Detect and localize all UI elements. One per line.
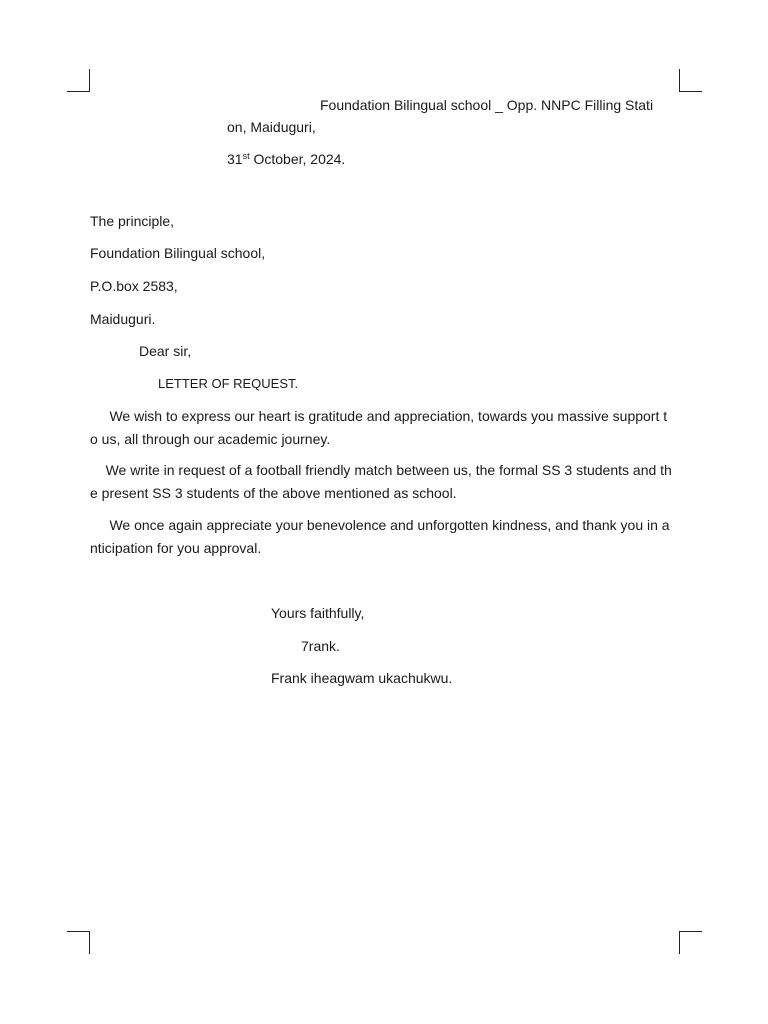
crop-mark-bottom-right <box>679 931 702 954</box>
recipient-po-box: P.O.box 2583, <box>90 278 178 294</box>
letter-date <box>227 150 345 168</box>
crop-mark-bottom-left <box>67 931 90 954</box>
recipient-city: Maiduguri. <box>90 311 156 327</box>
sender-address-line-1: Foundation Bilingual school _ Opp. NNPC Filling Stati <box>320 97 654 113</box>
body-paragraph-2 <box>90 459 674 505</box>
paragraph-indent <box>90 517 109 533</box>
signature: 7rank. <box>301 638 340 654</box>
paragraph-text: We once again appreciate your benevolence and unforgotten kindness, and thank you in anticipation for you approval. <box>90 517 670 556</box>
date-month-year: October, 2024. <box>249 151 346 167</box>
sender-address-line-2: on, Maiduguri, <box>227 119 316 135</box>
crop-mark-top-right <box>679 69 702 92</box>
salutation: Dear sir, <box>139 343 192 359</box>
paragraph-text: We write in request of a football friendly match between us, the formal SS 3 students and the present SS 3 students of the above mentioned as school. <box>90 462 672 501</box>
body-paragraph-1 <box>90 405 674 451</box>
date-day: 31 <box>227 151 243 167</box>
body-paragraph-3 <box>90 514 674 560</box>
date-suffix: st <box>242 151 250 161</box>
letter-subject: LETTER OF REQUEST. <box>158 376 299 391</box>
sender-name: Frank iheagwam ukachukwu. <box>271 670 453 686</box>
recipient-school: Foundation Bilingual school, <box>90 245 266 261</box>
paragraph-indent <box>90 408 109 424</box>
valediction: Yours faithfully, <box>271 605 365 621</box>
paragraph-indent <box>90 462 106 478</box>
crop-mark-top-left <box>67 69 90 92</box>
recipient-title: The principle, <box>90 213 175 229</box>
paragraph-text: We wish to express our heart is gratitude and appreciation, towards you massive support to us, all through our academic journey. <box>90 408 668 447</box>
